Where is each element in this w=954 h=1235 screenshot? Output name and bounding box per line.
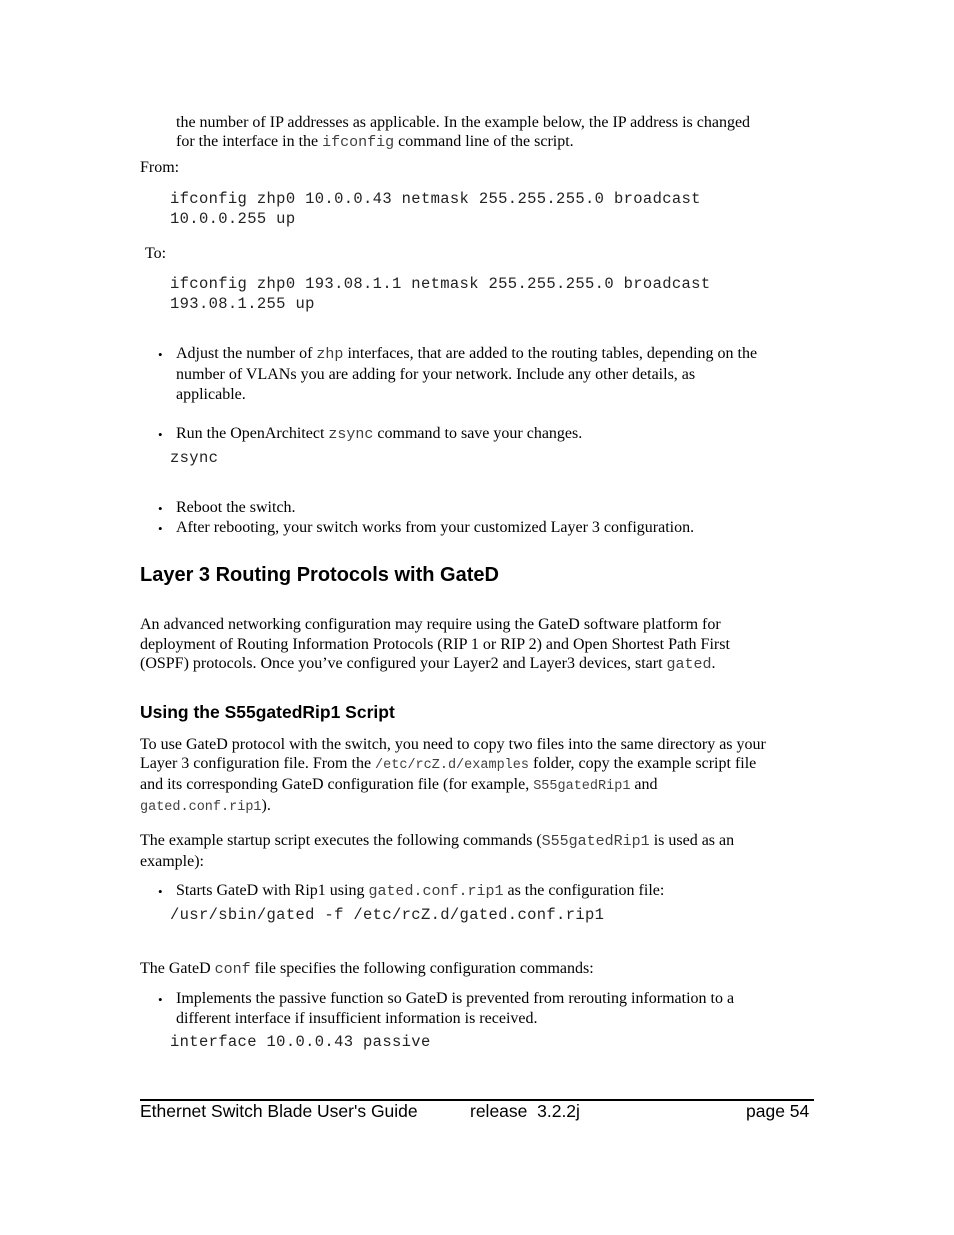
bullet-adjust-line-1: Adjust the number of zhp interfaces, that are added to the routing tables, depending on the [176,345,758,363]
bullet-starts-gated: Starts GateD with Rip1 using gated.conf.rip1 as the configuration file: [176,882,665,900]
gated-command-code: /usr/sbin/gated -f /etc/rcZ.d/gated.conf.rip1 [170,906,605,924]
startup-para-line-2: example): [140,853,204,870]
startup-para-line-1: The example startup script executes the following commands (S55gatedRip1 is used as an [140,832,735,850]
section-para-line-2: deployment of Routing Information Protocols (RIP 1 or RIP 2) and Open Shortest Path First [140,636,730,653]
to-label: To: [145,245,167,262]
bullet-adjust-line-2: number of VLANs you are adding for your network. Include any other details, as [176,366,696,383]
footer-page-number: page 54 [746,1101,810,1121]
bullet-passive-line-1: Implements the passive function so GateD is prevented from rerouting information to a [176,990,735,1007]
subsection-para-line-3: and its corresponding GateD configuration file (for example, S55gatedRip1 and [140,776,658,794]
zsync-code: zsync [170,449,219,467]
bullet-adjust-line-3: applicable. [176,386,246,403]
inline-code: ifconfig [322,134,395,151]
inline-code: S55gatedRip1 [541,833,650,850]
to-code-block: ifconfig zhp0 193.08.1.1 netmask 255.255.255.0 broadcast 193.08.1.255 up [170,275,711,313]
subsection-para-line-2: Layer 3 configuration file. From the /etc/rcZ.d/examples folder, copy the example script file [140,755,757,773]
from-code-block: ifconfig zhp0 10.0.0.43 netmask 255.255.255.0 broadcast 10.0.0.255 up [170,190,701,228]
inline-code: gated [666,656,712,673]
inline-code: conf [214,961,251,978]
subsection-heading: Using the S55gatedRip1 Script [140,702,395,722]
subsection-para-line-4: gated.conf.rip1). [140,797,271,815]
bullet-marker: • [158,501,163,516]
bullet-after-reboot: After rebooting, your switch works from your customized Layer 3 configuration. [176,519,695,536]
inline-code: zhp [316,346,344,363]
bullet-run-zsync: Run the OpenArchitect zsync command to save your changes. [176,425,583,443]
bullet-marker: • [158,992,163,1007]
inline-code: /etc/rcZ.d/examples [375,758,529,773]
bullet-marker: • [158,427,163,442]
bullet-marker: • [158,347,163,362]
bullet-marker: • [158,884,163,899]
conf-para: The GateD conf file specifies the following configuration commands: [140,960,594,978]
inline-code: S55gatedRip1 [533,779,631,794]
intro-line-2: for the interface in the ifconfig command line of the script. [176,133,574,151]
passive-code: interface 10.0.0.43 passive [170,1033,431,1051]
bullet-passive-line-2: different interface if insufficient information is received. [176,1010,538,1027]
inline-code: gated.conf.rip1 [368,883,504,900]
footer-title: Ethernet Switch Blade User's Guide [140,1101,418,1121]
section-para-line-3: (OSPF) protocols. Once you’ve configured your Layer2 and Layer3 devices, start gated. [140,655,716,673]
bullet-reboot: Reboot the switch. [176,499,296,516]
intro-line-1: the number of IP addresses as applicable. In the example below, the IP address is changed [176,114,751,131]
section-heading: Layer 3 Routing Protocols with GateD [140,564,499,586]
subsection-para-line-1: To use GateD protocol with the switch, you need to copy two files into the same directory as your [140,736,766,753]
bullet-marker: • [158,521,163,536]
inline-code: zsync [328,426,374,443]
from-label: From: [140,159,180,176]
section-para-line-1: An advanced networking configuration may require using the GateD software platform for [140,616,721,633]
footer-release: release 3.2.2j [470,1101,580,1121]
inline-code: gated.conf.rip1 [140,800,262,815]
